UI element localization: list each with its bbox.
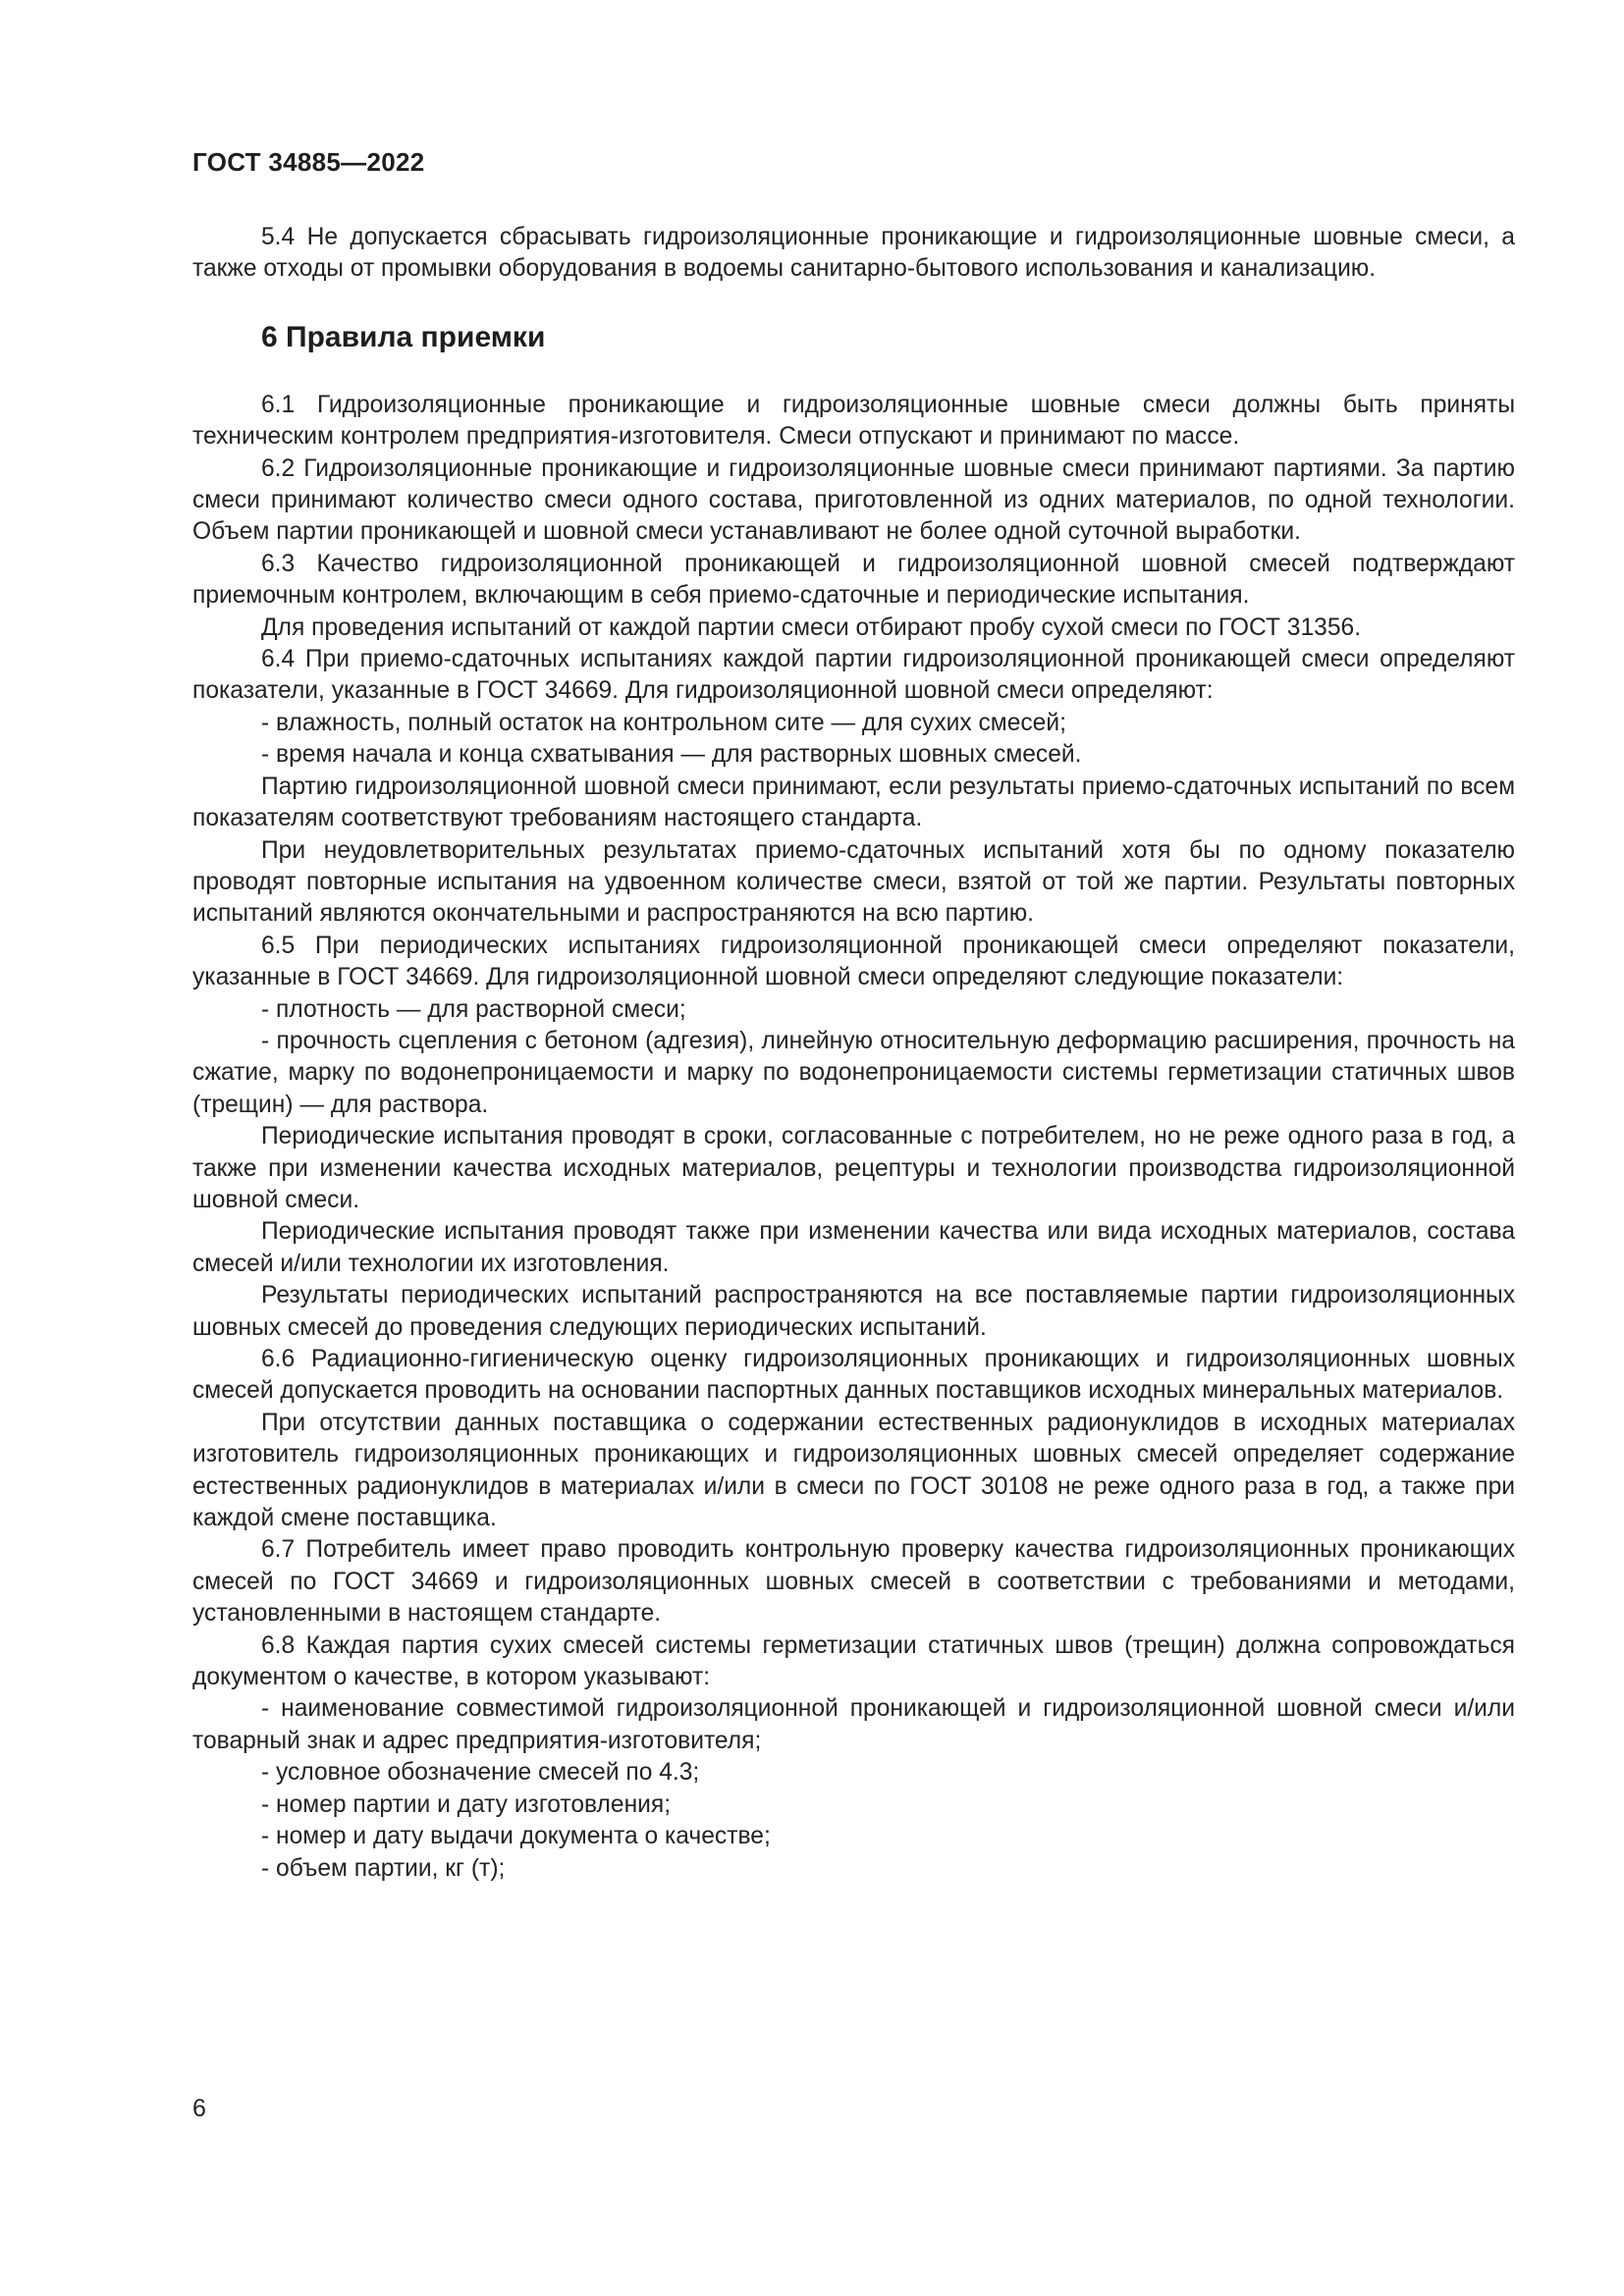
document-body [192, 222, 1515, 1885]
paragraph: Результаты периодических испытаний распространяются на все поставляемые партии гидроизоляционных шовных смесей до проведения следующих периодических испытаний. [192, 1282, 1515, 1341]
list-item: - влажность, полный остаток на контрольном сите — для сухих смесей; [261, 709, 1066, 736]
paragraph: 6.1 Гидроизоляционные проникающие и гидроизоляционные шовные смеси должны быть приняты техническим контролем предприятия-изготовителя. Смеси отпускают и принимают по массе. [192, 391, 1515, 451]
section-title: 6 Правила приемки [261, 320, 546, 353]
paragraph: 6.7 Потребитель имеет право проводить контрольную проверку качества гидроизоляционных проникающих смесей по ГОСТ 34669 и гидроизоляционных шовных смесей в соответствии с требованиями и методами, установленными в настоящем стандарте. [192, 1536, 1515, 1628]
list-item: - объем партии, кг (т); [261, 1854, 506, 1882]
paragraph: 6.2 Гидроизоляционные проникающие и гидроизоляционные шовные смеси принимают партиями. За партию смеси принимают количество смеси одного состава, приготовленной из одних материалов, по одной технологии. Объем партии проникающей и шовной смеси устанавливают не более одной суточной выработки. [192, 454, 1515, 546]
list-item: - условное обозначение смесей по 4.3; [261, 1759, 700, 1787]
document-header: ГОСТ 34885—2022 [192, 147, 425, 177]
paragraph: 6.3 Качество гидроизоляционной проникающей и гидроизоляционной шовной смесей подтверждают приемочным контролем, включающим в себя приемо-сдаточные и периодические испытания. [192, 550, 1515, 610]
paragraph: 6.8 Каждая партия сухих смесей системы герметизации статичных швов (трещин) должна сопровождаться документом о качестве, в котором указывают: [192, 1631, 1515, 1691]
paragraph: Периодические испытания проводят также при изменении качества или вида исходных материалов, состава смесей и/или технологии их изготовления. [192, 1218, 1515, 1277]
list-item: - прочность сцепления с бетоном (адгезия), линейную относительную деформацию расширения, прочность на сжатие, марку по водонепроницаемости и марку по водонепроницаемости системы герметизации статичных швов (трещин) — для раствора. [192, 1027, 1515, 1118]
paragraph: При отсутствии данных поставщика о содержании естественных радионуклидов в исходных материалах изготовитель гидроизоляционных проникающих и гидроизоляционных шовных смесей определяет содержание естественных радионуклидов в материалах и/или в смеси по ГОСТ 30108 не реже одного раза в год, а также при каждой смене поставщика. [192, 1409, 1515, 1532]
paragraph: Партию гидроизоляционной шовной смеси принимают, если результаты приемо-сдаточных испытаний по всем показателям соответствуют требованиям настоящего стандарта. [192, 773, 1515, 832]
list-item: - номер партии и дату изготовления; [261, 1790, 672, 1818]
paragraph: 6.4 При приемо-сдаточных испытаниях каждой партии гидроизоляционной проникающей смеси определяют показатели, указанные в ГОСТ 34669. Для гидроизоляционной шовной смеси определяют: [192, 646, 1515, 705]
paragraph-5-4: 5.4 Не допускается сбрасывать гидроизоляционные проникающие и гидроизоляционные шовные смеси, а также отходы от промывки оборудования в водоемы санитарно-бытового использования и канализацию. [192, 224, 1515, 283]
page-number: 6 [192, 2095, 206, 2122]
list-item: - наименование совместимой гидроизоляционной проникающей и гидроизоляционной шовной смеси и/или товарный знак и адрес предприятия-изготовителя; [192, 1695, 1515, 1754]
paragraph: Периодические испытания проводят в сроки, согласованные с потребителем, но не реже одного раза в год, а также при изменении качества исходных материалов, рецептуры и технологии производства гидроизоляционной шовной смеси. [192, 1123, 1515, 1213]
paragraph: При неудовлетворительных результатах приемо-сдаточных испытаний хотя бы по одному показателю проводят повторные испытания на удвоенном количестве смеси, взятой от той же партии. Результаты повторных испытаний являются окончательными и распространяются на всю партию. [192, 836, 1515, 928]
paragraph: 6.6 Радиационно-гигиеническую оценку гидроизоляционных проникающих и гидроизоляционных шовных смесей допускается проводить на основании паспортных данных поставщиков исходных минеральных материалов. [192, 1346, 1515, 1405]
list-item: - время начала и конца схватывания — для растворных шовных смесей. [261, 741, 1082, 769]
paragraph: Для проведения испытаний от каждой партии смеси отбирают пробу сухой смеси по ГОСТ 31356. [261, 614, 1362, 641]
list-item: - номер и дату выдачи документа о качестве; [261, 1823, 771, 1850]
paragraph: 6.5 При периодических испытаниях гидроизоляционной проникающей смеси определяют показатели, указанные в ГОСТ 34669. Для гидроизоляционной шовной смеси определяют следующие показатели: [192, 932, 1515, 991]
list-item: - плотность — для растворной смеси; [261, 995, 686, 1023]
